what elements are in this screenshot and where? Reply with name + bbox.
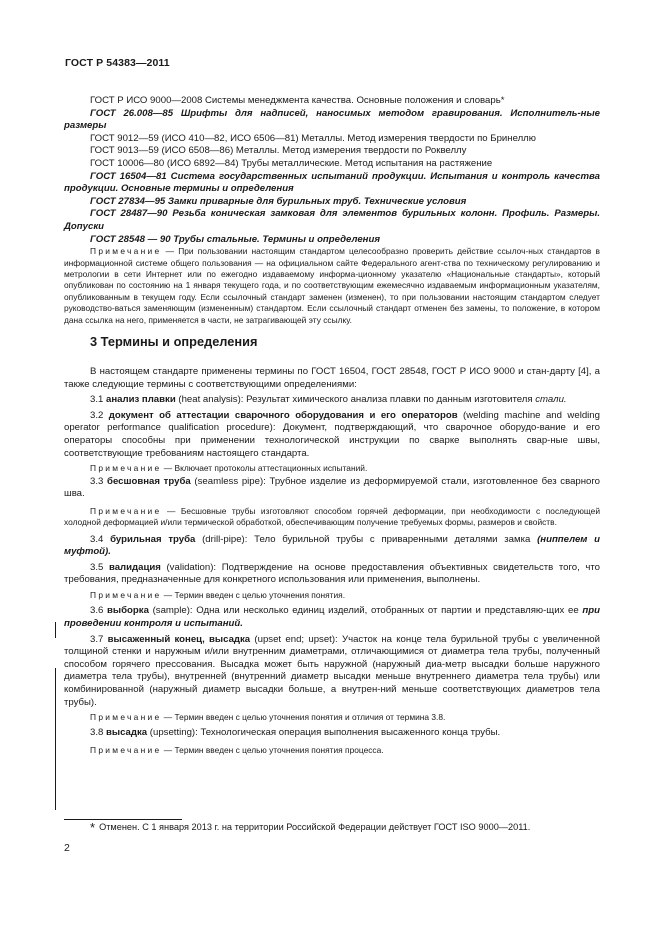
- document-header: ГОСТ Р 54383—2011: [65, 57, 170, 69]
- term-definition: (upset end; upset): Участок на конце тела бурильной трубы с увеличенной толщиной стенки и наружным и/или внутренним диаметрами, отличающимися от диаметра тела трубы, полученный способом горячего прессования. Высадка может быть наружной (наружный диа-метр высадки больше наружного диаметра тела трубы), внутренней (внутренний диаметр высадки меньше внутреннего диаметра тела трубы) или комбинированной (наружный диаметр высадки больше, а внутрен-ний меньше соответствующих диаметров тела трубы).: [64, 633, 600, 708]
- term-3-6: [64, 605, 600, 630]
- page-number: 2: [64, 842, 70, 854]
- note-text: — При пользовании настоящим стандартом целесообразно проверить действие ссылоч-ных стандартов в информационной системе общего пользования — на официальном сайте Федерального агент-ства по техническому регулированию и метрологии в сети Интернет или по ежегодно издаваемому информа-ционному указателю «Национальные стандарты», который опубликован по состоянию на 1 января текущего года, и по соответствующим ежемесячно издаваемым информационным указателям, опубликованным в текущем году. Если ссылочный стандарт заменен (изменен), то при пользовании настоящим стандартом следует руководство-ваться заменяющим (измененным) стандартом. Если ссылочный стандарт отменен без замены, то положение, в котором дана ссылка на него, применяется в части, не затрагивающей эту ссылку.: [64, 246, 600, 325]
- term-number: 3.5: [90, 561, 109, 573]
- term-definition: (drill-pipe): Тело бурильной трубы с приваренными деталями замка: [195, 533, 538, 545]
- term-name: бесшовная труба: [107, 475, 191, 487]
- note-text: — Термин введен с целью уточнения понятия процесса.: [161, 745, 384, 756]
- term-number: 3.7: [90, 633, 108, 645]
- term-note: [64, 506, 600, 529]
- term-3-5: [64, 562, 600, 587]
- footnote: [90, 820, 530, 835]
- footnote-text: Отменен. С 1 января 2013 г. на территории Российской Федерации действует ГОСТ ISO 9000—2011.: [99, 822, 531, 832]
- term-note: [64, 463, 600, 474]
- term-name: документ об аттестации сварочного оборудования и его операторов: [108, 409, 458, 421]
- term-number: 3.3: [90, 475, 108, 487]
- term-tail: (ниппелем и муфтой).: [64, 533, 600, 558]
- note-text: — Бесшовные трубы изготовляют способом горячей деформации, при необходимости с последующей холодной деформацией и/или термической обработкой, обеспечивающим получение требуемых формы, размеров и свойств.: [64, 505, 600, 528]
- note-label: Примечание: [90, 745, 162, 756]
- note-label: Примечание: [90, 246, 162, 257]
- ref-item: ГОСТ 27834—95 Замки приварные для бурильных труб. Технические условия: [90, 195, 467, 207]
- term-3-8: [64, 727, 600, 740]
- term-3-1: [64, 394, 600, 407]
- term-definition: (validation): Подтверждение на основе предоставления объективных свидетельств того, что требования, предназначенные для конкретного использования или применения, выполнены.: [64, 561, 600, 586]
- ref-item: ГОСТ 28548 — 90 Трубы стальные. Термины и определения: [90, 233, 380, 245]
- ref-item: ГОСТ 10006—80 (ИСО 6892—84) Трубы металлические. Метод испытания на растяжение: [90, 157, 493, 169]
- note-label: Примечание: [90, 463, 162, 474]
- change-bar: [55, 668, 56, 810]
- ref-item: ГОСТ 28487—90 Резьба коническая замковая для элементов бурильных колонн. Профиль. Размеры. Допуски: [64, 208, 600, 232]
- term-note: [64, 590, 600, 601]
- term-3-2: [64, 410, 600, 460]
- term-3-7: [64, 634, 600, 710]
- footnote-mark: *: [90, 820, 96, 835]
- term-note: [64, 745, 600, 756]
- ref-item: ГОСТ 9013—59 (ИСО 6508—86) Металлы. Метод измерения твердости по Роквеллу: [90, 145, 467, 157]
- term-note: [64, 712, 600, 723]
- section-title: 3 Термины и определения: [90, 334, 258, 349]
- term-definition: (upsetting): Технологическая операция выполнения высаженного конца трубы.: [147, 726, 501, 738]
- term-number: 3.8: [90, 726, 107, 738]
- refs-note: [64, 246, 600, 326]
- term-definition: (seamless pipe): Трубное изделие из деформируемой стали, изготовленное без сварного шва.: [64, 475, 600, 500]
- note-label: Примечание: [90, 505, 162, 516]
- term-number: 3.6: [90, 605, 108, 617]
- term-definition: (sample): Одна или несколько единиц изделий, отобранных от партии и представляю-щих ее: [148, 605, 583, 617]
- term-3-3: [64, 476, 600, 501]
- section-intro: В настоящем стандарте применены термины по ГОСТ 16504, ГОСТ 28548, ГОСТ Р ИСО 9000 и стан-дарту [4], а также следующие термины с соответствующими определениями:: [64, 366, 600, 390]
- section-body: [64, 366, 600, 757]
- term-3-4: [64, 534, 600, 559]
- term-name: высадка: [106, 726, 148, 738]
- term-name: валидация: [108, 561, 161, 573]
- term-number: 3.1: [90, 394, 107, 406]
- ref-item: ГОСТ 26.008—85 Шрифты для надписей, наносимых методом гравирования. Исполнитель-ные размеры: [64, 107, 600, 132]
- ref-item: ГОСТ 9012—59 (ИСО 410—82, ИСО 6506—81) Металлы. Метод измерения твердости по Бринеллю: [90, 132, 536, 144]
- note-text: — Термин введен с целью уточнения понятия и отличия от термина 3.8.: [161, 712, 446, 723]
- term-definition: (heat analysis): Результат химического анализа плавки по данным изготовителя: [175, 394, 536, 406]
- ref-item: ГОСТ 16504—81 Система государственных испытаний продукции. Испытания и контроль качества продукции. Основные термины и определения: [64, 170, 600, 195]
- term-name: высаженный конец, высадка: [107, 633, 251, 645]
- change-bar: [55, 622, 56, 638]
- ref-item: ГОСТ Р ИСО 9000—2008 Системы менеджмента качества. Основные положения и словарь*: [90, 95, 505, 106]
- term-tail: при проведении контроля и испытаний.: [64, 605, 600, 629]
- note-label: Примечание: [90, 712, 162, 723]
- term-name: анализ плавки: [106, 394, 176, 406]
- term-number: 3.2: [90, 409, 109, 421]
- note-text: — Термин введен с целью уточнения понятия.: [161, 589, 346, 600]
- note-label: Примечание: [90, 589, 162, 600]
- term-definition: (welding machine and welding operator performance qualification procedure): Документ, подтверждающий, что сварочное оборудо-вание и его операторы способны при применении технологической инструкции по сварке выполнять свар-ные швы, соответствующие требованиям настоящего стандарта.: [64, 409, 600, 459]
- references-list: [64, 95, 600, 326]
- term-tail: стали.: [535, 394, 567, 406]
- term-name: бурильная труба: [110, 533, 196, 545]
- term-number: 3.4: [90, 533, 111, 545]
- note-text: — Включает протоколы аттестационных испытаний.: [161, 463, 368, 474]
- term-name: выборка: [107, 605, 149, 617]
